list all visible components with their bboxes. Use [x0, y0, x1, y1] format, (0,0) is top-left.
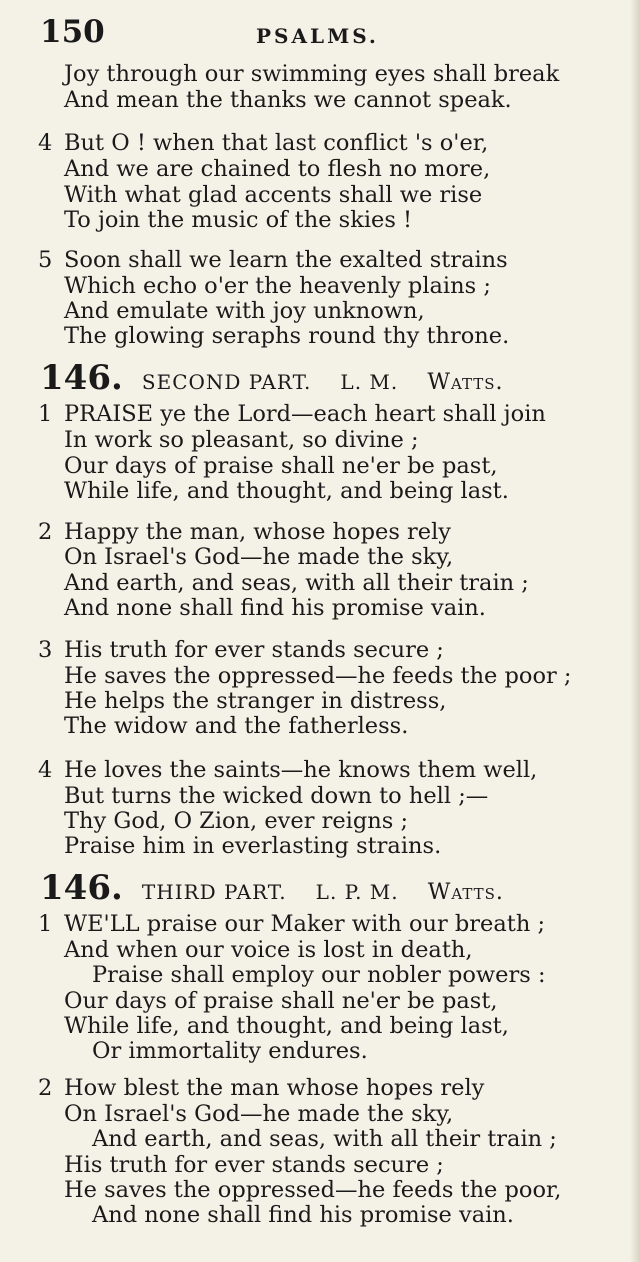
verse-line: His truth for ever stands secure ;: [64, 1152, 444, 1178]
verse-line: WE'LL praise our Maker with our breath ;: [64, 911, 546, 937]
verse-line: And emulate with joy unknown,: [64, 298, 425, 324]
hymn-author: Watts.: [427, 370, 504, 395]
verse-line: While life, and thought, and being last.: [64, 478, 509, 504]
verse-line: How blest the man whose hopes rely: [64, 1075, 485, 1101]
verse-line: Thy God, O Zion, ever reigns ;: [64, 808, 409, 834]
verse-line: Soon shall we learn the exalted strains: [64, 247, 508, 273]
verse-line: Praise him in everlasting strains.: [64, 833, 442, 859]
verse-number: 2: [38, 1075, 53, 1101]
verse-line: He saves the oppressed—he feeds the poor,: [64, 1177, 562, 1203]
verse-line: But O ! when that last conflict 's o'er,: [64, 130, 489, 156]
verse-line: Or immortality endures.: [92, 1038, 368, 1064]
verse-line: Praise shall employ our nobler powers :: [92, 962, 546, 988]
verse-number: 1: [38, 911, 53, 937]
verse-line: To join the music of the skies !: [64, 207, 413, 233]
verse-line: And earth, and seas, with all their train ;: [92, 1126, 557, 1152]
verse-number: 1: [38, 401, 53, 427]
verse-line: Joy through our swimming eyes shall break: [64, 61, 560, 87]
verse-line: The glowing seraphs round thy throne.: [64, 323, 510, 349]
page-number: 150: [40, 14, 105, 50]
verse-line: Happy the man, whose hopes rely: [64, 519, 451, 545]
verse-number: 3: [38, 637, 53, 663]
verse-line: PRAISE ye the Lord—each heart shall join: [64, 401, 546, 427]
verse-line: In work so pleasant, so divine ;: [64, 427, 419, 453]
running-head: PSALMS.: [256, 24, 379, 48]
verse-line: Our days of praise shall ne'er be past,: [64, 453, 498, 479]
verse-line: And when our voice is lost in death,: [64, 937, 473, 963]
verse-line: His truth for ever stands secure ;: [64, 637, 444, 663]
verse-line: And none shall find his promise vain.: [92, 1202, 514, 1228]
verse-number: 5: [38, 247, 53, 273]
verse-line: He helps the stranger in distress,: [64, 688, 447, 714]
verse-line: While life, and thought, and being last,: [64, 1013, 509, 1039]
verse-line: He loves the saints—he knows them well,: [64, 757, 538, 783]
verse-line: On Israel's God—he made the sky,: [64, 1101, 454, 1127]
hymn-heading: [40, 358, 504, 398]
hymn-heading: [40, 868, 504, 908]
hymn-author: Watts.: [427, 880, 504, 905]
page-edge: [630, 0, 640, 1262]
verse-number: 4: [38, 130, 53, 156]
verse-line: And earth, and seas, with all their train ;: [64, 570, 529, 596]
verse-line: And none shall find his promise vain.: [64, 595, 486, 621]
verse-number: 4: [38, 757, 53, 783]
hymn-title: THIRD PART.: [141, 880, 287, 904]
verse-line: But turns the wicked down to hell ;—: [64, 783, 489, 809]
page-header: [40, 14, 600, 54]
hymn-number: 146.: [40, 358, 123, 398]
verse-line: And mean the thanks we cannot speak.: [64, 87, 512, 113]
verse-line: Our days of praise shall ne'er be past,: [64, 988, 498, 1014]
hymn-number: 146.: [40, 868, 123, 908]
verse-number: 2: [38, 519, 53, 545]
hymn-meter: L. P. M.: [315, 880, 399, 904]
verse-line: On Israel's God—he made the sky,: [64, 544, 454, 570]
verse-line: With what glad accents shall we rise: [64, 182, 483, 208]
hymn-meter: L. M.: [340, 370, 399, 394]
verse-line: He saves the oppressed—he feeds the poor ;: [64, 663, 572, 689]
verse-line: And we are chained to flesh no more,: [64, 156, 491, 182]
verse-line: The widow and the fatherless.: [64, 713, 409, 739]
hymn-title: SECOND PART.: [141, 370, 312, 394]
verse-line: Which echo o'er the heavenly plains ;: [64, 273, 491, 299]
